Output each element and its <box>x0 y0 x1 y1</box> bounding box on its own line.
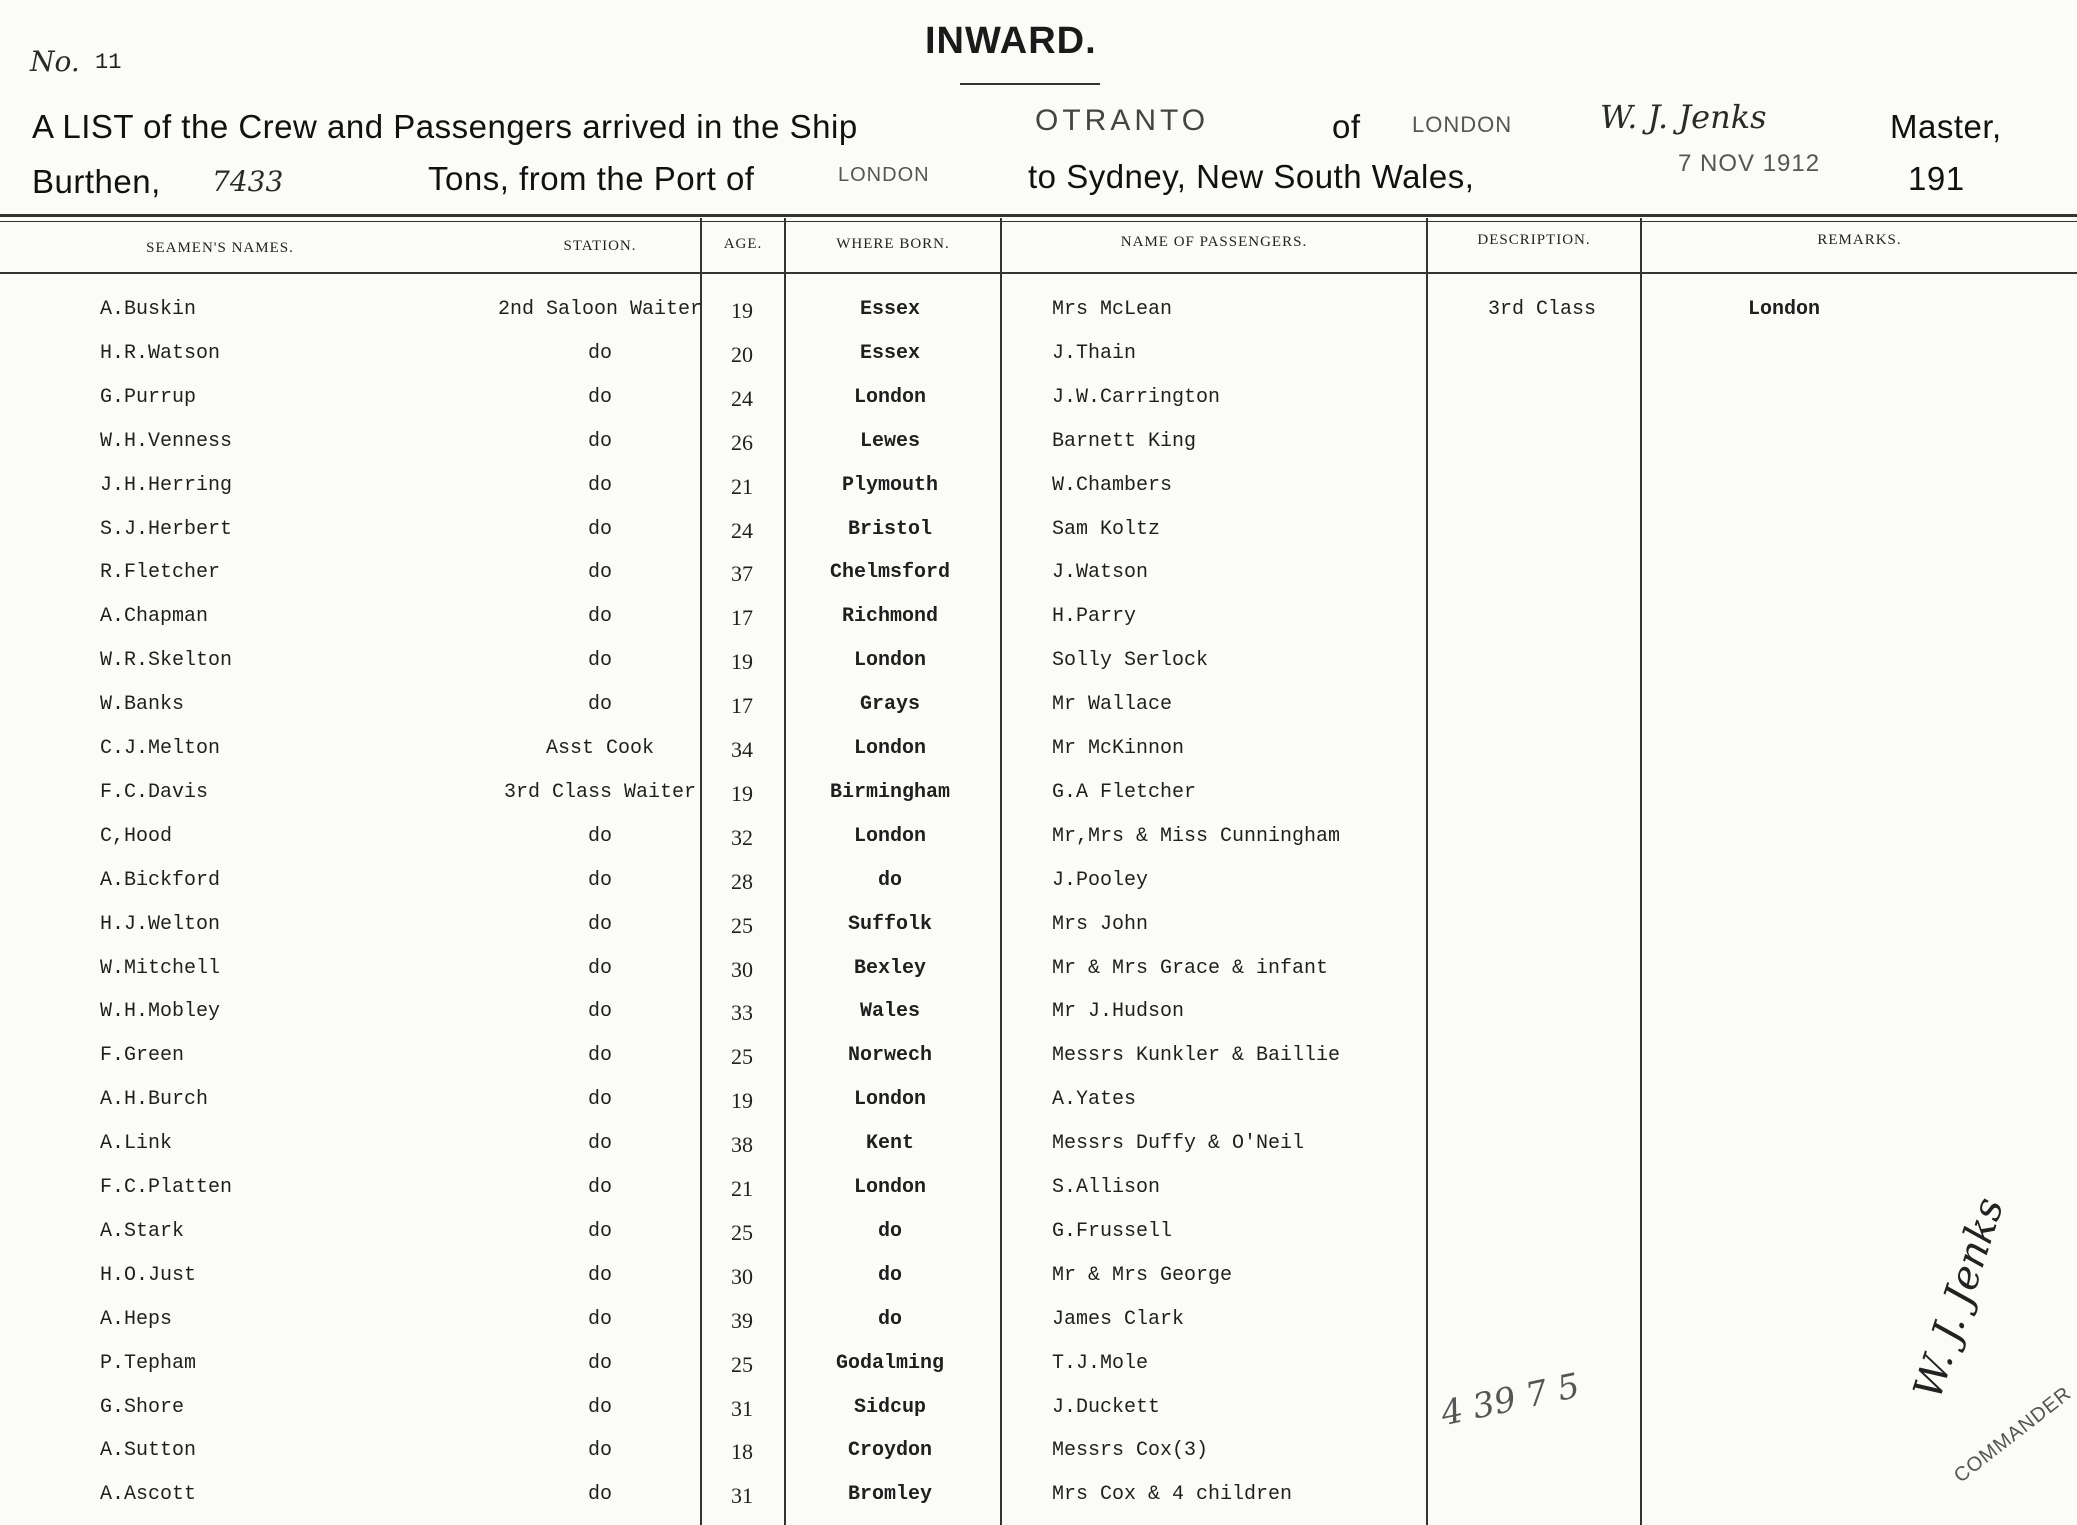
where-born: Wales <box>859 1000 921 1024</box>
table-row <box>0 1176 2077 1216</box>
page-title: INWARD. <box>925 20 1097 62</box>
where-born: do <box>877 868 903 892</box>
burthen-value: 7433 <box>212 165 284 198</box>
passenger-name: T.J.Mole <box>1052 1351 1149 1375</box>
where-born: London <box>853 1088 927 1112</box>
table-row <box>0 1220 2077 1260</box>
list-title-line: A LIST of the Crew and Passengers arrived in the Ship <box>32 108 858 145</box>
seaman-name: A.Stark <box>100 1219 185 1243</box>
passenger-name: Sam Koltz <box>1052 517 1161 541</box>
station: do <box>587 1439 613 1463</box>
where-born: London <box>853 1176 927 1199</box>
seaman-name: F.C.Platten <box>100 1176 233 1199</box>
seaman-name: S.J.Herbert <box>100 517 233 541</box>
table-row <box>0 1264 2077 1304</box>
col-header-passengers: NAME OF PASSENGERS. <box>1120 234 1308 250</box>
header-bottom-rule <box>0 272 2077 274</box>
from-port: LONDON <box>838 164 930 186</box>
ship-name: OTRANTO <box>1035 104 1210 137</box>
col-header-seamen: SEAMEN'S NAMES. <box>146 240 294 256</box>
where-born: London <box>853 385 927 409</box>
station: do <box>587 385 613 409</box>
table-row <box>0 342 2077 382</box>
age: 17 <box>731 605 753 631</box>
passenger-name: J.Duckett <box>1052 1395 1161 1419</box>
table-row <box>0 693 2077 733</box>
where-born: Richmond <box>841 605 939 629</box>
where-born: Bromley <box>847 1483 933 1507</box>
age: 25 <box>731 1351 753 1377</box>
table-row <box>0 1000 2077 1040</box>
where-born: do <box>877 1307 903 1331</box>
station: do <box>587 868 613 892</box>
station: Asst Cook <box>545 737 655 760</box>
station: do <box>587 1000 613 1024</box>
table-row <box>0 913 2077 953</box>
passenger-name: James Clark <box>1052 1307 1185 1331</box>
seaman-name: A.Buskin <box>100 298 197 321</box>
station: do <box>587 605 613 629</box>
where-born: London <box>853 737 927 760</box>
passenger-name: Messrs Duffy & O'Neil <box>1052 1132 1305 1156</box>
where-born: Croydon <box>847 1439 933 1463</box>
passenger-name: Mr & Mrs George <box>1052 1263 1233 1287</box>
seaman-name: F.C.Davis <box>100 780 209 804</box>
age: 31 <box>731 1395 753 1421</box>
table-row <box>0 1396 2077 1436</box>
title-rule <box>960 83 1100 85</box>
seaman-name: C,Hood <box>100 824 173 848</box>
station: do <box>587 1483 613 1507</box>
table-row <box>0 869 2077 909</box>
passenger-name: S.Allison <box>1052 1176 1161 1199</box>
where-born: do <box>877 1219 903 1243</box>
year-label: 191 <box>1908 160 1965 197</box>
seaman-name: H.O.Just <box>100 1263 197 1287</box>
age: 30 <box>731 956 753 982</box>
passenger-name: J.W.Carrington <box>1052 385 1221 409</box>
table-top-rule-thin <box>0 221 2077 222</box>
master-label: Master, <box>1890 108 2002 145</box>
table-row <box>0 737 2077 777</box>
arrival-date-stamp: 7 NOV 1912 <box>1678 150 1821 177</box>
of-label: of <box>1332 108 1361 145</box>
seaman-name: H.J.Welton <box>100 912 221 936</box>
table-row <box>0 1308 2077 1348</box>
station: do <box>587 1132 613 1156</box>
where-born: Birmingham <box>829 780 951 804</box>
description: 3rd Class <box>1488 298 1597 321</box>
age: 31 <box>731 1483 753 1509</box>
passenger-name: G.A Fletcher <box>1052 780 1197 804</box>
seaman-name: G.Purrup <box>100 385 197 409</box>
station: do <box>587 1395 613 1419</box>
seaman-name: A.Sutton <box>100 1439 197 1463</box>
where-born: Kent <box>865 1132 915 1156</box>
seaman-name: W.R.Skelton <box>100 649 233 673</box>
passenger-name: Solly Serlock <box>1052 649 1209 673</box>
station: 3rd Class Waiter <box>503 780 697 804</box>
table-row <box>0 781 2077 821</box>
where-born: Chelmsford <box>829 561 951 585</box>
table-row <box>0 561 2077 601</box>
station: do <box>587 1351 613 1375</box>
age: 21 <box>731 1176 753 1201</box>
where-born: Plymouth <box>841 473 939 497</box>
age: 25 <box>731 1219 753 1245</box>
seaman-name: P.Tepham <box>100 1351 197 1375</box>
age: 19 <box>731 780 753 806</box>
age: 18 <box>731 1439 753 1465</box>
table-row <box>0 1483 2077 1523</box>
table-row <box>0 298 2077 338</box>
age: 25 <box>731 1044 753 1070</box>
col-header-description: DESCRIPTION. <box>1477 232 1591 248</box>
list-number-value: 11 <box>95 50 122 75</box>
table-top-rule <box>0 214 2077 217</box>
station: do <box>587 561 613 585</box>
where-born: Suffolk <box>847 912 933 936</box>
age: 20 <box>731 341 753 367</box>
seaman-name: F.Green <box>100 1044 185 1068</box>
seaman-name: G.Shore <box>100 1395 185 1419</box>
station: do <box>587 1176 613 1199</box>
seaman-name: C.J.Melton <box>100 737 221 760</box>
age: 24 <box>731 517 753 543</box>
table-row <box>0 386 2077 426</box>
table-row <box>0 1044 2077 1084</box>
table-row <box>0 649 2077 689</box>
where-born: Lewes <box>859 429 921 453</box>
table-row <box>0 1352 2077 1392</box>
station: do <box>587 912 613 936</box>
passenger-name: Mrs McLean <box>1052 298 1173 321</box>
commander-signature: W. J. Jenks <box>1905 1192 2014 1405</box>
passenger-name: Mrs Cox & 4 children <box>1052 1483 1293 1507</box>
station: do <box>587 1263 613 1287</box>
passenger-name: J.Pooley <box>1052 868 1149 892</box>
tons-from-port-label: Tons, from the Port of <box>428 160 755 197</box>
station: do <box>587 1044 613 1068</box>
age: 37 <box>731 561 753 587</box>
station: do <box>587 956 613 980</box>
col-header-where-born: WHERE BORN. <box>836 236 950 252</box>
remarks: London <box>1748 298 1821 321</box>
age: 19 <box>731 649 753 675</box>
age: 17 <box>731 693 753 719</box>
burthen-label: Burthen, <box>32 163 161 200</box>
age: 21 <box>731 473 753 499</box>
passenger-name: H.Parry <box>1052 605 1137 629</box>
of-port: LONDON <box>1412 112 1513 137</box>
where-born: Essex <box>859 341 921 365</box>
age: 19 <box>731 298 753 323</box>
where-born: Essex <box>859 298 921 321</box>
table-row <box>0 605 2077 645</box>
station: do <box>587 429 613 453</box>
list-number-label: No. <box>30 45 80 78</box>
table-row <box>0 825 2077 865</box>
seaman-name: R.Fletcher <box>100 561 221 585</box>
where-born: Norwech <box>847 1044 933 1068</box>
passenger-name: Mr Wallace <box>1052 693 1173 717</box>
age: 33 <box>731 1000 753 1026</box>
station: do <box>587 473 613 497</box>
passenger-name: Mr J.Hudson <box>1052 1000 1185 1024</box>
passenger-name: Messrs Cox(3) <box>1052 1439 1209 1463</box>
age: 32 <box>731 824 753 850</box>
table-row <box>0 1439 2077 1479</box>
seaman-name: W.H.Venness <box>100 429 233 453</box>
seaman-name: A.Heps <box>100 1307 173 1331</box>
where-born: Godalming <box>835 1351 945 1375</box>
passenger-name: Messrs Kunkler & Baillie <box>1052 1044 1341 1068</box>
seaman-name: A.Ascott <box>100 1483 197 1507</box>
passenger-name: Mr McKinnon <box>1052 737 1185 760</box>
station: do <box>587 341 613 365</box>
age: 25 <box>731 912 753 938</box>
passenger-name: Mr,Mrs & Miss Cunningham <box>1052 824 1341 848</box>
station: do <box>587 1219 613 1243</box>
table-row <box>0 518 2077 558</box>
where-born: London <box>853 649 927 673</box>
passenger-name: Barnett King <box>1052 429 1197 453</box>
col-header-remarks: REMARKS. <box>1817 232 1902 248</box>
where-born: London <box>853 824 927 848</box>
where-born: Bexley <box>853 956 927 980</box>
seaman-name: J.H.Herring <box>100 473 233 497</box>
seaman-name: A.H.Burch <box>100 1088 209 1112</box>
passenger-name: Mrs John <box>1052 912 1149 936</box>
where-born: Sidcup <box>853 1395 927 1419</box>
seaman-name: A.Chapman <box>100 605 209 629</box>
commander-stamp: COMMANDER <box>1950 1382 2076 1488</box>
station: do <box>587 824 613 848</box>
seaman-name: W.Banks <box>100 693 185 717</box>
passenger-name: A.Yates <box>1052 1088 1137 1112</box>
table-row <box>0 1088 2077 1128</box>
station: 2nd Saloon Waiter <box>497 298 703 321</box>
station: do <box>587 1088 613 1112</box>
table-row <box>0 474 2077 514</box>
table-row <box>0 957 2077 997</box>
master-signature: W. J. Jenks <box>1600 98 1767 136</box>
age: 19 <box>731 1088 753 1114</box>
station: do <box>587 693 613 717</box>
seaman-name: A.Link <box>100 1132 173 1156</box>
station: do <box>587 649 613 673</box>
col-header-age: AGE. <box>723 236 763 252</box>
where-born: Bristol <box>847 517 933 541</box>
where-born: do <box>877 1263 903 1287</box>
station: do <box>587 517 613 541</box>
age: 30 <box>731 1263 753 1289</box>
age: 26 <box>731 429 753 455</box>
age: 39 <box>731 1307 753 1333</box>
destination-label: to Sydney, New South Wales, <box>1028 158 1475 195</box>
table-row <box>0 1132 2077 1172</box>
seaman-name: W.H.Mobley <box>100 1000 221 1024</box>
seaman-name: W.Mitchell <box>100 956 221 980</box>
passenger-name: G.Frussell <box>1052 1219 1173 1243</box>
where-born: Grays <box>859 693 921 717</box>
age: 24 <box>731 385 753 411</box>
age: 38 <box>731 1132 753 1158</box>
age: 28 <box>731 868 753 894</box>
table-row <box>0 430 2077 470</box>
age: 34 <box>731 737 753 762</box>
passenger-name: J.Watson <box>1052 561 1149 585</box>
passenger-name: Mr & Mrs Grace & infant <box>1052 956 1329 980</box>
passenger-name: J.Thain <box>1052 341 1137 365</box>
seaman-name: A.Bickford <box>100 868 221 892</box>
station: do <box>587 1307 613 1331</box>
passenger-name: W.Chambers <box>1052 473 1173 497</box>
col-header-station: STATION. <box>563 238 637 254</box>
tally-annotation: 4 39 7 5 <box>1437 1365 1584 1435</box>
seaman-name: H.R.Watson <box>100 341 221 365</box>
